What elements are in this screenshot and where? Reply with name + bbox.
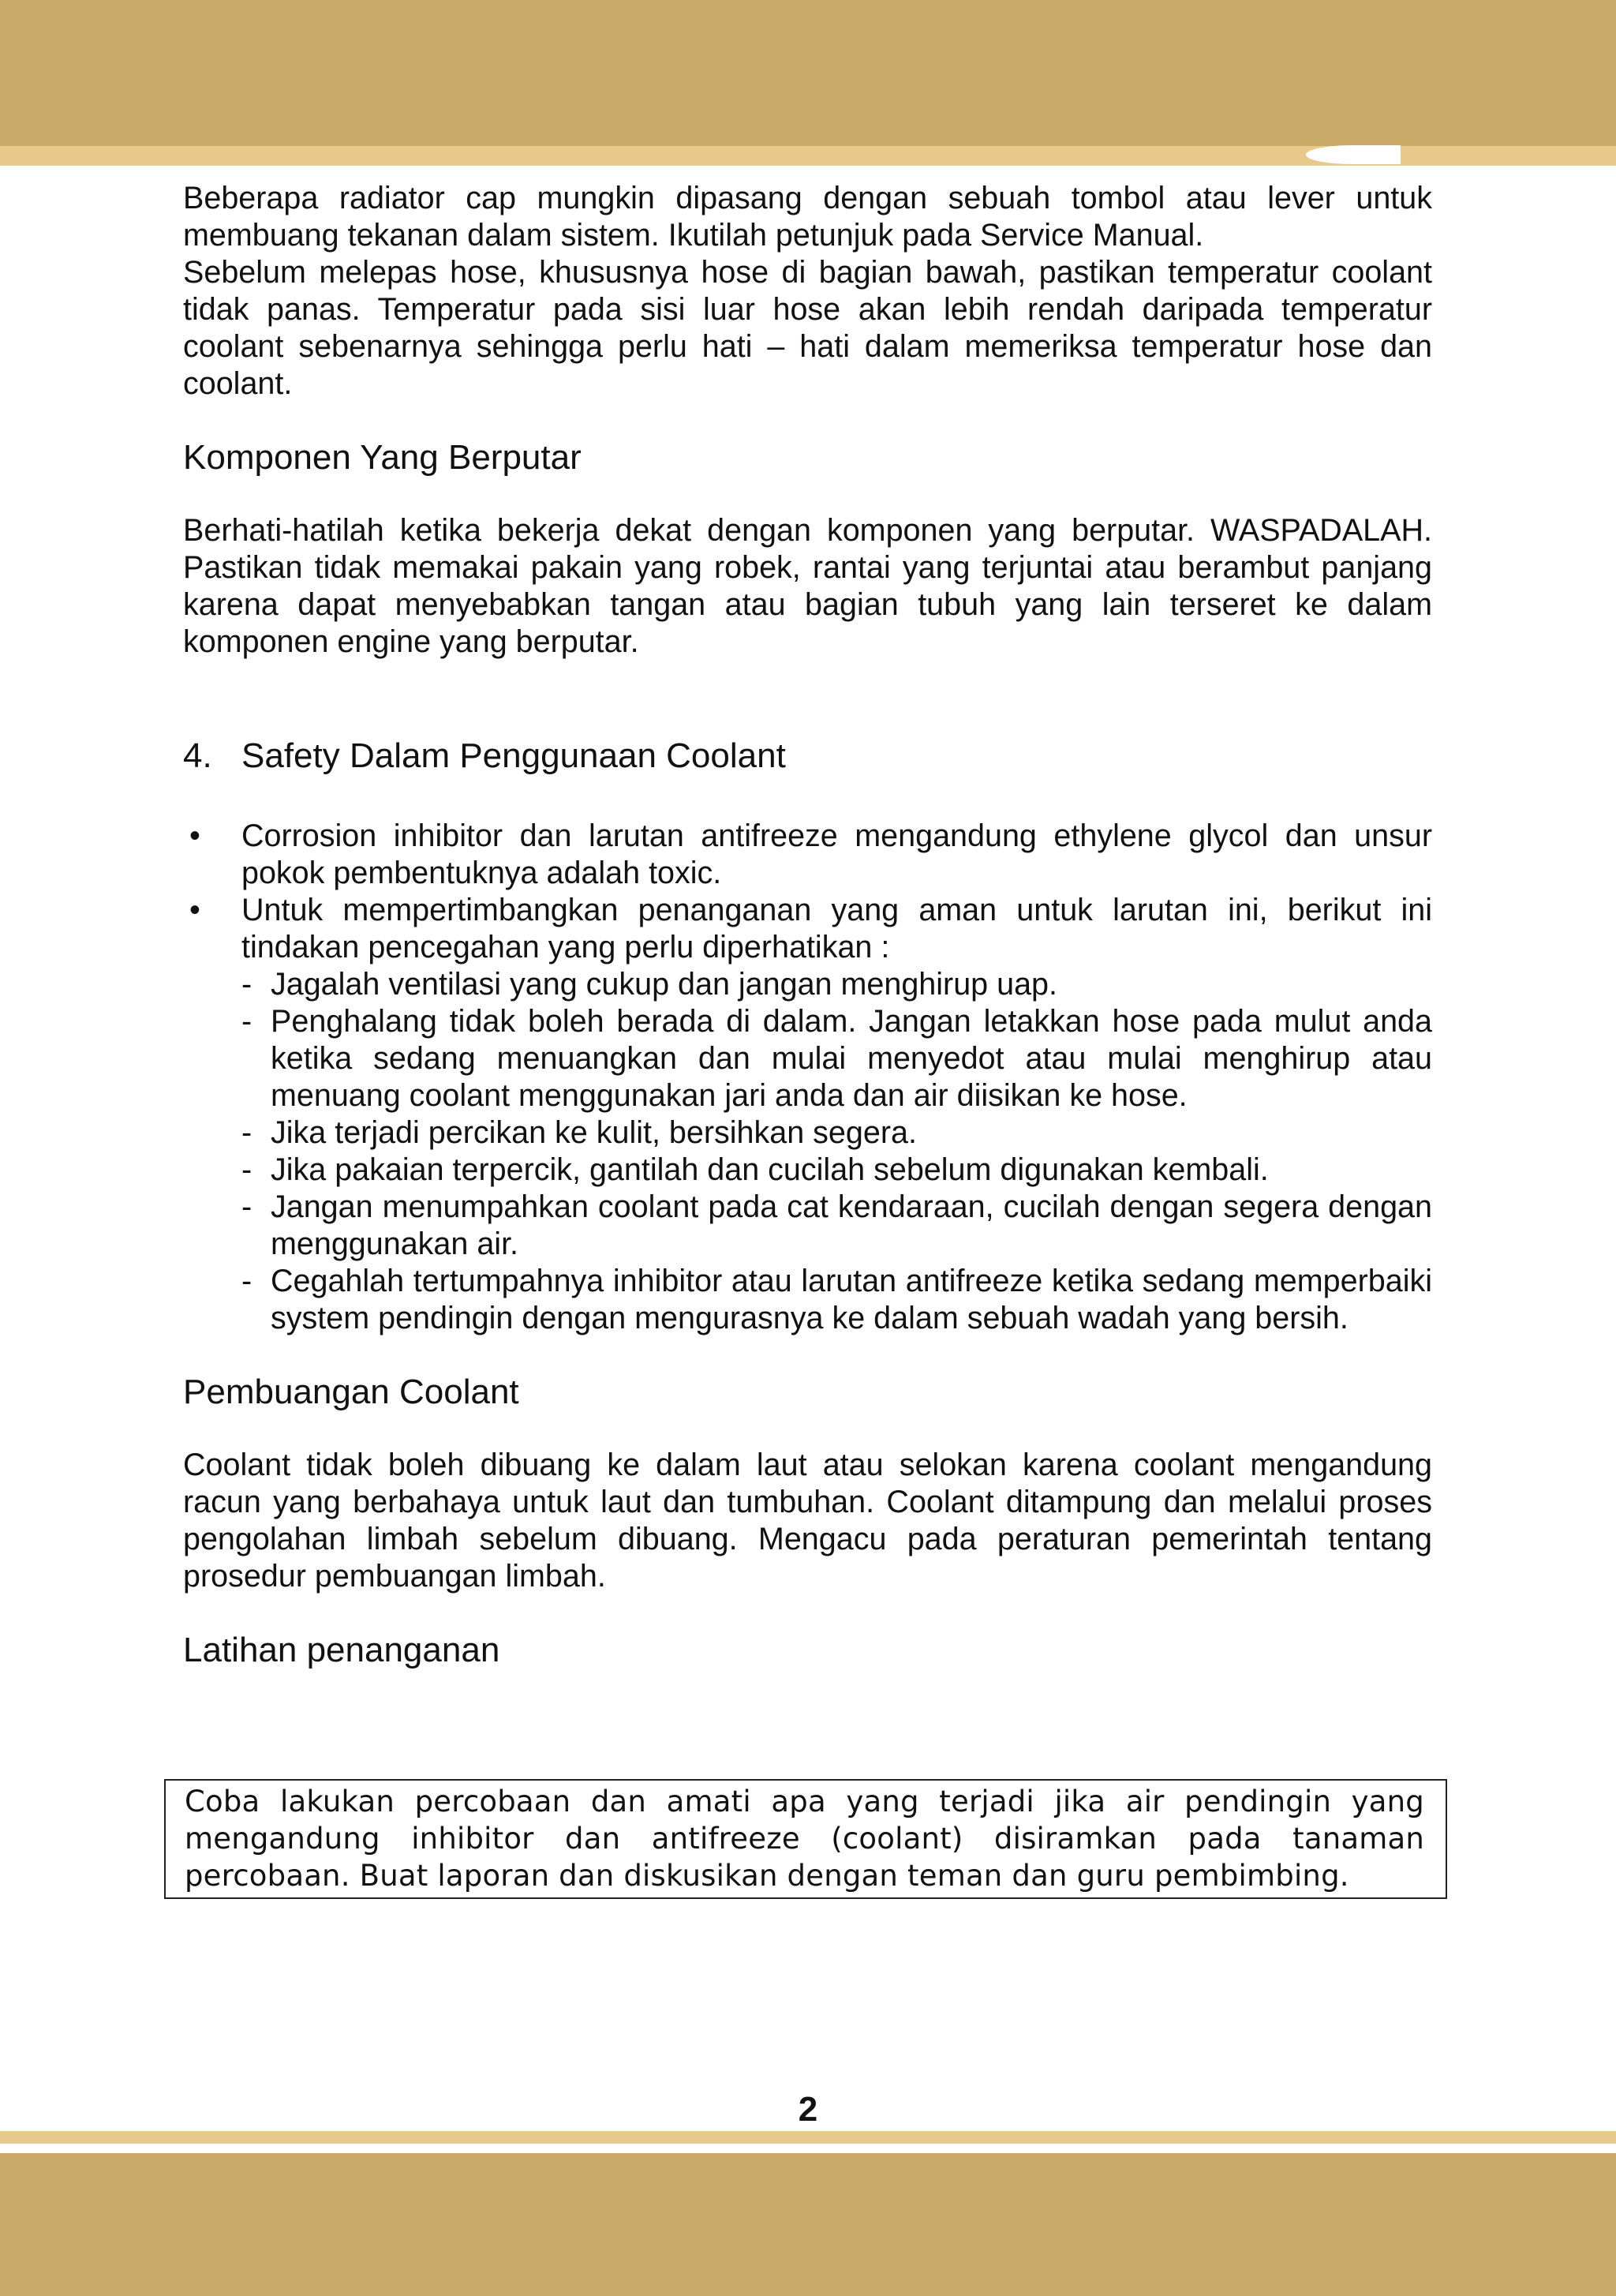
bullet-text: Corrosion inhibitor dan larutan antifreeze mengandung ethylene glycol dan unsur pokok pembentuknya adalah toxic.: [241, 818, 1432, 890]
coolant-safety-bullets: [183, 818, 1432, 1337]
precaution-text: Penghalang tidak boleh berada di dalam. Jangan letakkan hose pada mulut anda ketika sedang menuangkan dan mulai menyedot atau mulai menghirup atau menuang coolant menggunakan jari anda dan air diisikan ke hose.: [271, 1004, 1432, 1113]
bullet-text: Untuk mempertimbangkan penanganan yang aman untuk larutan ini, berikut ini tindakan pencegahan yang perlu diperhatikan :: [241, 893, 1432, 964]
precaution-item: [241, 966, 1432, 1003]
dash-icon: -: [241, 1152, 252, 1187]
footer-strip: [0, 2131, 1616, 2144]
coolant-safety-heading: [183, 736, 1432, 777]
page-content: [183, 180, 1432, 1671]
intro-paragraph-1: Beberapa radiator cap mungkin dipasang dengan sebuah tombol atau lever untuk membuang tekanan dalam sistem. Ikutilah petunjuk pada Service Manual.: [183, 181, 1432, 253]
coolant-safety-title: Safety Dalam Penggunaan Coolant: [241, 736, 786, 775]
intro-paragraph-2: Sebelum melepas hose, khususnya hose di bagian bawah, pastikan temperatur coolant tidak panas. Temperatur pada sisi luar hose akan lebih rendah daripada temperatur coolant sebenarnya sehingga perlu hati – hati dalam memeriksa temperatur hose dan coolant.: [183, 255, 1432, 401]
precaution-text: Jika terjadi percikan ke kulit, bersihkan segera.: [271, 1115, 917, 1150]
dash-icon: -: [241, 1115, 252, 1150]
precaution-list: [241, 966, 1432, 1337]
exercise-text: Coba lakukan percobaan dan amati apa yang terjadi jika air pendingin yang mengandung inhibitor dan antifreeze (coolant) disiramkan pada tanaman percobaan. Buat laporan dan diskusikan dengan teman dan guru pembimbing.: [185, 1785, 1424, 1893]
precaution-item: [241, 1152, 1432, 1189]
rotating-components-heading: Komponen Yang Berputar: [183, 438, 582, 477]
header-band: [0, 0, 1616, 146]
precaution-item: [241, 1189, 1432, 1263]
precaution-text: Jika pakaian terpercik, gantilah dan cucilah sebelum digunakan kembali.: [271, 1152, 1269, 1187]
bullet-item: [183, 818, 1432, 892]
precaution-item: [241, 1114, 1432, 1152]
coolant-disposal-heading: Pembuangan Coolant: [183, 1373, 519, 1411]
precaution-item: [241, 1003, 1432, 1114]
header-notch: [1306, 145, 1401, 164]
exercise-heading: Latihan penanganan: [183, 1631, 500, 1669]
precaution-text: Jangan menumpahkan coolant pada cat kendaraan, cucilah dengan segera dengan menggunakan air.: [271, 1189, 1432, 1261]
dash-icon: -: [241, 1004, 252, 1039]
precaution-text: Cegahlah tertumpahnya inhibitor atau larutan antifreeze ketika sedang memperbaiki system pendingin dengan mengurasnya ke dalam sebuah wadah yang bersih.: [271, 1264, 1432, 1335]
bullet-icon: •: [189, 818, 200, 853]
dash-icon: -: [241, 1189, 252, 1224]
coolant-safety-number: 4.: [183, 736, 212, 775]
precaution-text: Jagalah ventilasi yang cukup dan jangan menghirup uap.: [271, 967, 1057, 1002]
dash-icon: -: [241, 1264, 252, 1298]
footer-band: [0, 2153, 1616, 2296]
coolant-disposal-text: Coolant tidak boleh dibuang ke dalam laut atau selokan karena coolant mengandung racun yang berbahaya untuk laut dan tumbuhan. Coolant ditampung dan melalui proses pengolahan limbah sebelum dibuang. Mengacu pada peraturan pemerintah tentang prosedur pembuangan limbah.: [183, 1448, 1432, 1594]
page-number: 2: [798, 2090, 818, 2129]
precaution-item: [241, 1263, 1432, 1337]
bullet-item: [183, 892, 1432, 1337]
rotating-components-text: Berhati-hatilah ketika bekerja dekat dengan komponen yang berputar. WASPADALAH. Pastikan tidak memakai pakain yang robek, rantai yang terjuntai atau berambut panjang karena dapat menyebabkan tangan atau bagian tubuh yang lain terseret ke dalam komponen engine yang berputar.: [183, 513, 1432, 659]
exercise-box: [164, 1779, 1447, 1899]
dash-icon: -: [241, 967, 252, 1002]
bullet-icon: •: [189, 893, 200, 927]
